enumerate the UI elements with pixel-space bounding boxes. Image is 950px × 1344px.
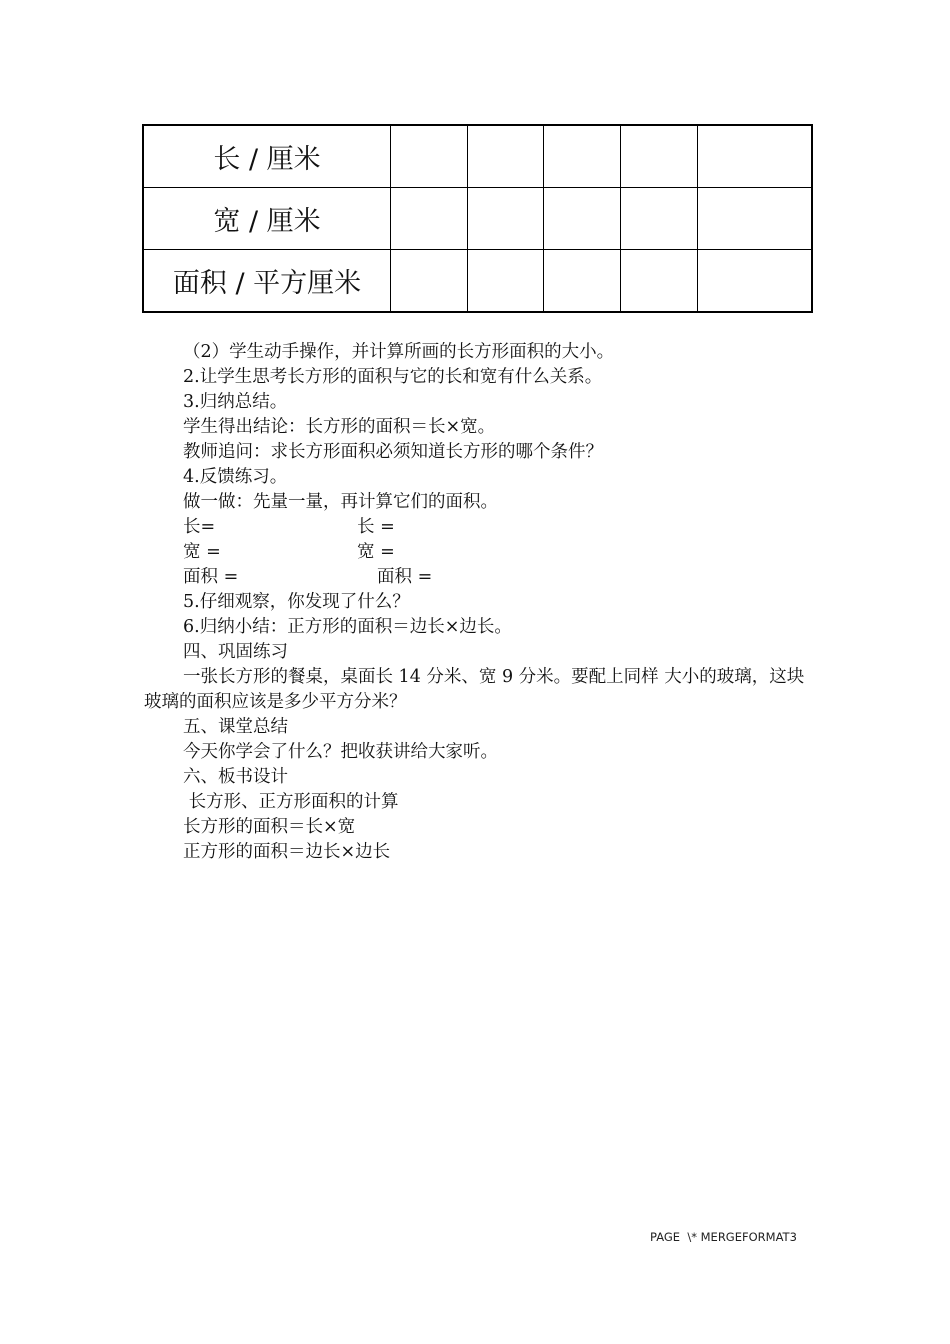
paragraph: 3.归纳总结。 (183, 392, 288, 412)
table-cell (544, 125, 621, 188)
table-cell (620, 125, 697, 188)
exercise-area-row (144, 565, 814, 590)
width-blank-a: 宽 = (183, 542, 221, 562)
paragraph: 教师追问：求长方形面积必须知道长方形的哪个条件？ (183, 442, 603, 462)
paragraph: 5.仔细观察，你发现了什么？ (183, 592, 410, 612)
paragraph: 今天你学会了什么？把收获讲给大家听。 (183, 742, 498, 762)
table-cell (467, 125, 544, 188)
section-heading: 五、课堂总结 (183, 717, 288, 737)
table-cell (467, 250, 544, 313)
table-cell (697, 125, 812, 188)
table-cell (697, 250, 812, 313)
table-cell (391, 125, 468, 188)
table-cell (467, 188, 544, 250)
section-heading: 四、巩固练习 (183, 642, 288, 662)
table-row (143, 250, 812, 313)
practice-problem: 一张长方形的餐桌，桌面长 14 分米、宽 9 分米。要配上同样 大小的玻璃，这块玻璃的面积应该是多少平方分米？ (144, 667, 805, 712)
paragraph: 学生得出结论：长方形的面积＝长×宽。 (183, 417, 496, 437)
exercise-length-row (144, 515, 814, 540)
lesson-body (144, 340, 814, 865)
exercise-width-row (144, 540, 814, 565)
table-cell (391, 250, 468, 313)
board-formula: 正方形的面积＝边长×边长 (183, 842, 391, 862)
paragraph: 2.让学生思考长方形的面积与它的长和宽有什么关系。 (183, 367, 603, 387)
paragraph: 6.归纳小结：正方形的面积＝边长×边长。 (183, 617, 512, 637)
page-number-field: PAGE \* MERGEFORMAT3 (650, 1230, 797, 1244)
row-header-length: 长 / 厘米 (143, 125, 391, 188)
paragraph: （2）学生动手操作，并计算所画的长方形面积的大小。 (183, 342, 615, 362)
width-blank-b: 宽 = (357, 542, 395, 562)
section-heading: 六、板书设计 (183, 767, 288, 787)
table-row (143, 125, 812, 188)
area-blank-a: 面积 = (183, 567, 239, 587)
paragraph: 4.反馈练习。 (183, 467, 288, 487)
row-header-width: 宽 / 厘米 (143, 188, 391, 250)
area-blank-b: 面积 = (377, 567, 433, 587)
table-cell (697, 188, 812, 250)
length-blank-b: 长 = (357, 517, 395, 537)
table-cell (544, 188, 621, 250)
row-header-area: 面积 / 平方厘米 (143, 250, 391, 313)
length-blank-a: 长= (183, 517, 216, 537)
table-cell (544, 250, 621, 313)
table-cell (391, 188, 468, 250)
board-formula: 长方形的面积＝长×宽 (183, 817, 356, 837)
board-title: 长方形、正方形面积的计算 (183, 792, 399, 812)
measurement-table (142, 124, 813, 313)
table-cell (620, 250, 697, 313)
paragraph: 做一做：先量一量，再计算它们的面积。 (183, 492, 498, 512)
table-cell (620, 188, 697, 250)
table-row (143, 188, 812, 250)
